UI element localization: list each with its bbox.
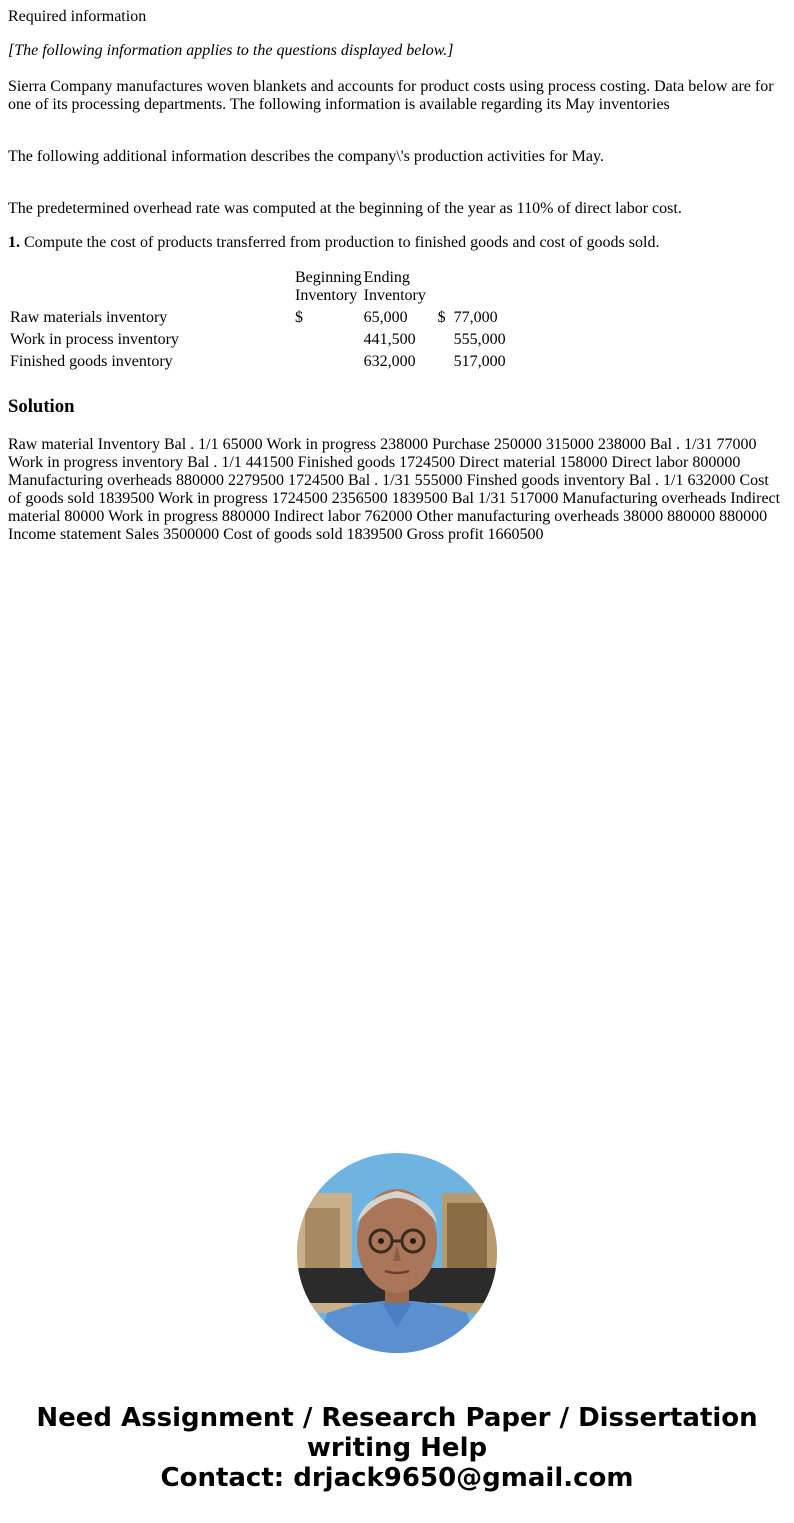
footer-line-1: Need Assignment / Research Paper / Dissertation <box>36 1403 758 1433</box>
required-information-heading: Required information <box>8 8 147 25</box>
table-row <box>10 330 514 350</box>
overhead-rate-paragraph: The predetermined overhead rate was computed at the beginning of the year as 110% of direct labor cost. <box>8 200 682 217</box>
header-ending-line1: Ending <box>363 269 410 286</box>
solution-heading: Solution <box>8 396 75 417</box>
beginning-dollar-sign: $ <box>295 309 303 326</box>
header-ending-line2: Inventory <box>363 287 426 304</box>
beginning-value: 65,000 <box>363 309 408 326</box>
beginning-value: 441,500 <box>363 331 416 348</box>
footer-line-2: writing Help <box>306 1433 488 1463</box>
row-label: Work in process inventory <box>10 331 179 348</box>
ending-dollar-sign <box>438 330 452 350</box>
row-label: Raw materials inventory <box>10 309 168 326</box>
header-ending-inventory <box>364 268 436 306</box>
footer-contact-line: Contact: drjack9650@gmail.com <box>160 1463 634 1493</box>
promo-footer <box>0 1403 794 1493</box>
row-label: Finished goods inventory <box>10 353 173 370</box>
inventory-table-header-row <box>10 268 514 306</box>
ending-value: 517,000 <box>453 353 506 370</box>
header-beginning-line2: Inventory <box>295 287 358 304</box>
header-blank-cell <box>454 268 514 306</box>
italic-note: [The following information applies to the questions displayed below.] <box>8 42 454 59</box>
ending-dollar-sign <box>438 352 452 372</box>
solution-text: Raw material Inventory Bal . 1/1 65000 Work in progress 238000 Purchase 250000 315000 238000 Bal . 1/31 77000 Work in progress inventory Bal . 1/1 441500 Finished goods 1724500 Direct material 158000 Direct labor 800000 Manufacturing overheads 880000 2279500 1724500 Bal . 1/31 555000 Finshed goods inventory Bal . 1/1 632000 Cost of goods sold 1839500 Work in progress 1724500 2356500 1839500 Bal 1/31 517000 Manufacturing overheads Indirect material 80000 Work in progress 880000 Indirect labor 762000 Other manufacturing overheads 38000 880000 880000 Income statement Sales 3500000 Cost of goods sold 1839500 Gross profit 1660500 <box>8 436 781 543</box>
question-text: Compute the cost of products transferred from production to finished goods and cost of goods sold. <box>20 234 660 251</box>
header-beginning-line1: Beginning <box>295 269 362 286</box>
document-content <box>0 0 794 544</box>
beginning-dollar-sign <box>295 352 362 372</box>
header-beginning-inventory <box>295 268 362 306</box>
beginning-dollar-sign <box>295 330 362 350</box>
ending-dollar-sign: $ <box>437 309 446 326</box>
question-paragraph <box>8 234 786 252</box>
header-blank-cell <box>10 268 293 306</box>
intro-paragraph: Sierra Company manufactures woven blankets and accounts for product costs using process costing. Data below are for one of its processing departments. The following information is available regarding its May inventories <box>8 78 774 113</box>
header-blank-cell <box>438 268 452 306</box>
additional-info-paragraph: The following additional information describes the company\'s production activities for May. <box>8 148 604 165</box>
ending-value: 77,000 <box>453 309 498 326</box>
author-avatar <box>297 1153 497 1353</box>
beginning-value: 632,000 <box>363 353 416 370</box>
inventory-table <box>8 266 516 374</box>
author-portrait-image <box>297 1153 497 1353</box>
table-row <box>10 308 514 328</box>
ending-value: 555,000 <box>453 331 506 348</box>
table-row <box>10 352 514 372</box>
question-number: 1. <box>8 234 20 251</box>
